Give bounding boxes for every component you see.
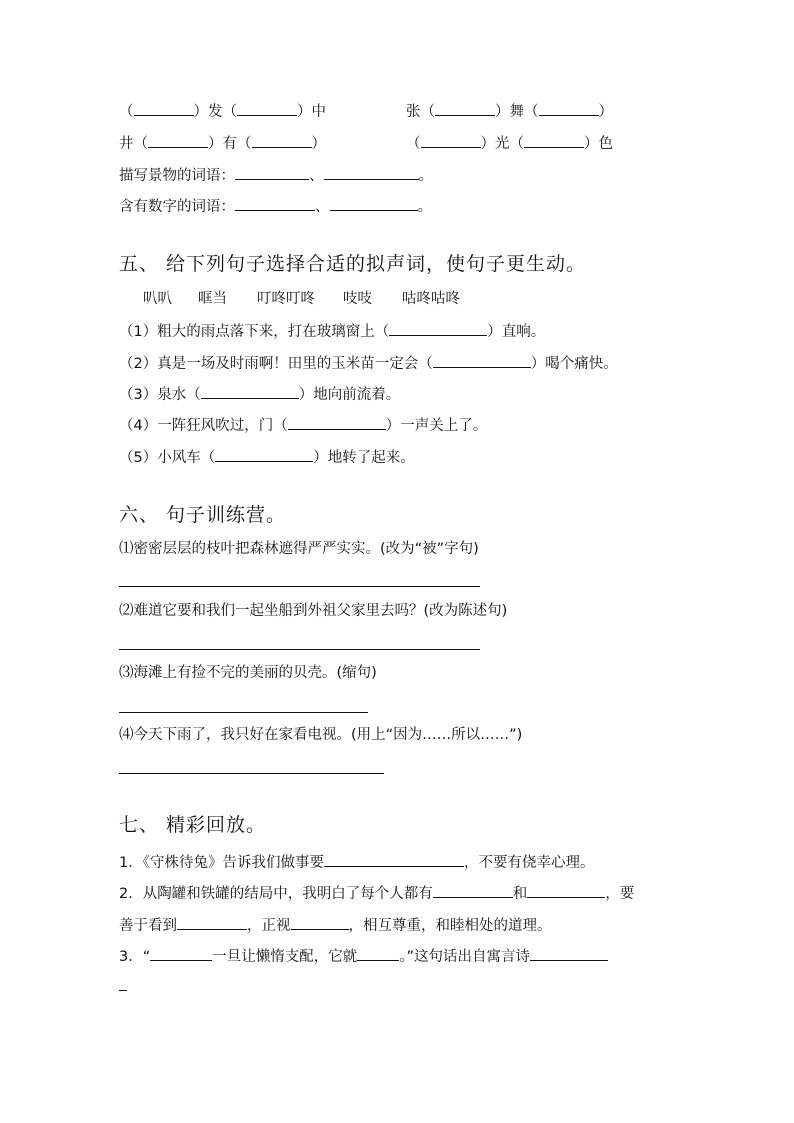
word-row-1-right: 张（ ）舞（ ） [406,100,613,122]
option-word: 咕咚咕咚 [402,291,460,307]
question-7-1: 1．《守株待兔》告诉我们做事要 ，不要有侥幸心理。 [119,851,594,873]
question-7-3: 3．“ 一旦让懒惰支配，它就 。”这句话出自寓言诗 [119,945,608,967]
word-row-2-left: 井（ ）有（ ） [119,132,326,154]
scenery-words-line: 描写景物的词语： 、 。 [119,164,433,186]
question-6-2: ⑵难道它要和我们一起坐船到外祖父家里去吗？(改为陈述句) [119,603,508,619]
answer-blank[interactable] [148,132,208,148]
answer-blank[interactable] [527,882,605,898]
answer-blank[interactable] [389,320,487,336]
answer-blank[interactable] [530,945,608,961]
answer-blank[interactable] [433,352,531,368]
question-5-4: （4）一阵狂风吹过，门（ ）一声关上了。 [119,414,487,436]
question-5-2: （2）真是一场及时雨啊！田里的玉米苗一定会（ ）喝个痛快。 [119,352,618,374]
answer-line[interactable] [119,712,368,713]
answer-blank[interactable] [291,914,349,930]
answer-line[interactable] [119,773,384,774]
answer-blank[interactable] [235,195,315,211]
answer-blank[interactable] [134,100,194,116]
question-6-3: ⑶海滩上有捡不完的美丽的贝壳。(缩句) [119,665,377,681]
question-5-5: （5）小风车（ ）地转了起来。 [119,446,415,468]
answer-blank[interactable] [201,383,299,399]
option-word: 吱吱 [343,291,372,307]
answer-blank[interactable] [357,945,399,961]
answer-line[interactable] [119,586,480,587]
answer-blank[interactable] [177,914,247,930]
number-words-line: 含有数字的词语： 、 。 [119,195,432,217]
option-word: 叭叭 [143,291,172,307]
answer-blank[interactable] [215,446,313,462]
answer-blank[interactable] [524,132,584,148]
answer-blank[interactable] [324,851,464,867]
answer-blank[interactable] [235,164,309,180]
answer-blank[interactable] [324,164,419,180]
answer-blank[interactable] [237,100,297,116]
answer-blank[interactable] [433,882,513,898]
answer-blank[interactable] [150,945,212,961]
answer-blank[interactable] [330,195,418,211]
section-7-title: 七、 精彩回放。 [119,814,267,836]
section-6-title: 六、 句子训练营。 [119,504,287,526]
answer-blank[interactable] [288,414,386,430]
question-5-3: （3）泉水（ ）地向前流着。 [119,383,400,405]
onomatopoeia-options [143,289,460,309]
question-7-2-continued: 善于看到 ，正视 ，相互尊重，和睦相处的道理。 [119,914,552,936]
word-row-2-right: （ ）光（ ）色 [406,132,613,154]
answer-line[interactable] [119,649,480,650]
answer-blank[interactable] [252,132,312,148]
section-5-title: 五、 给下列句子选择合适的拟声词，使句子更生动。 [119,253,587,275]
answer-line[interactable] [119,990,127,991]
option-word: 哐当 [198,291,227,307]
question-7-2: 2．从陶罐和铁罐的结局中，我明白了每个人都有 和 ，要 [119,882,634,904]
answer-blank[interactable] [435,100,495,116]
question-5-1: （1）粗大的雨点落下来，打在玻璃窗上（ ）直响。 [119,320,545,342]
answer-blank[interactable] [539,100,599,116]
answer-blank[interactable] [421,132,481,148]
question-6-1: ⑴密密层层的枝叶把森林遮得严严实实。(改为“被”字句) [119,541,479,557]
word-row-1-left: （ ）发（ ）中 [119,100,326,122]
question-6-4: ⑷今天下雨了，我只好在家看电视。(用上“因为……所以……”) [119,727,523,743]
option-word: 叮咚叮咚 [257,291,315,307]
